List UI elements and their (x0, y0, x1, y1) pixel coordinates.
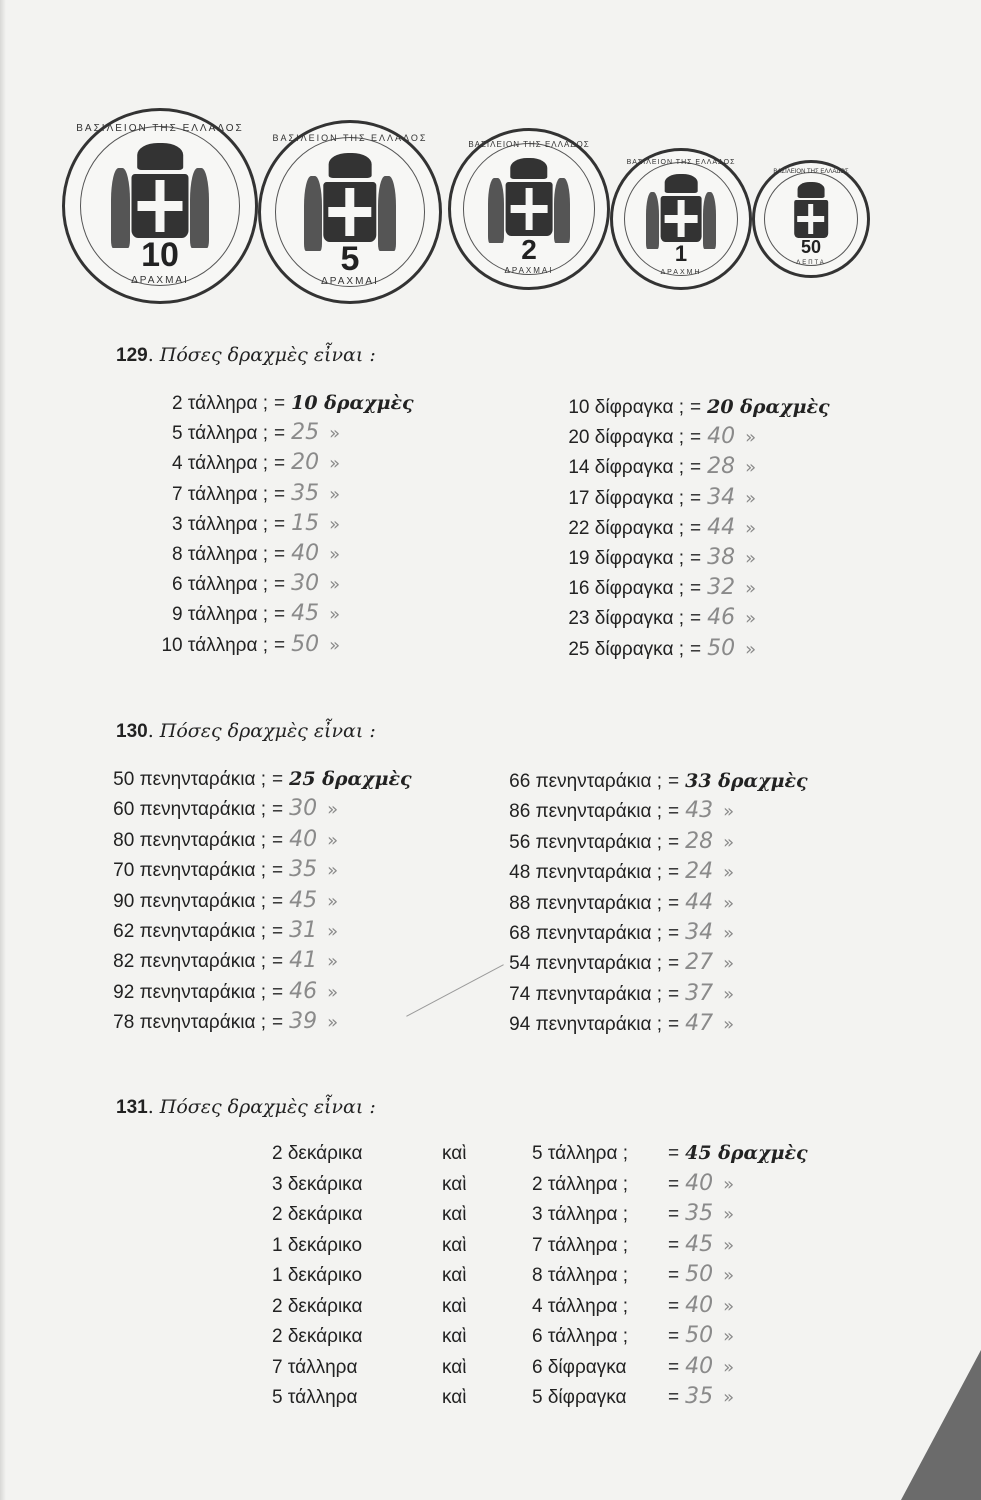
handwritten-answer: 25 (291, 420, 320, 446)
question-text: 68 πενηνταράκια ; (509, 923, 662, 944)
printed-answer: 20 δραχμὲς (707, 396, 830, 418)
equals-sign: = (668, 983, 680, 1005)
handwritten-answer: 24 (685, 859, 714, 885)
ditto-mark: » (745, 517, 757, 539)
exercise-row (272, 1199, 734, 1229)
exercise-row (272, 1352, 734, 1382)
question-text: 92 πενηνταράκια ; (113, 981, 266, 1003)
exercise-row (272, 1291, 734, 1321)
exercise-row (74, 1007, 338, 1037)
equals-sign: = (272, 890, 284, 912)
equals-sign: = (668, 892, 680, 914)
ditto-mark: » (329, 574, 341, 596)
cross-shield-icon (794, 200, 828, 238)
coin-5-drachmai (258, 120, 442, 304)
handwritten-answer: 35 (289, 857, 318, 883)
question-text: 5 τάλληρα ; (172, 423, 268, 445)
conjunction: καὶ (442, 1204, 467, 1225)
conjunction: καὶ (442, 1143, 467, 1164)
ditto-mark: » (723, 1356, 735, 1378)
question-text: 82 πενηνταράκια ; (113, 951, 266, 973)
exercise-row (520, 392, 830, 422)
conjunction: καὶ (442, 1173, 467, 1195)
second-amount: 6 τάλληρα ; (532, 1326, 628, 1347)
ditto-mark: » (745, 457, 757, 479)
equals-sign: = (274, 393, 286, 414)
handwritten-answer: 27 (685, 950, 714, 976)
question-text: 70 πενηνταράκια ; (113, 860, 266, 882)
exercise-row (130, 448, 340, 478)
ditto-mark: » (723, 923, 735, 944)
question-text: 14 δίφραγκα ; (568, 457, 684, 479)
question-text: 16 δίφραγκα ; (568, 578, 684, 600)
handwritten-answer: 40 (707, 424, 736, 450)
exercise-row (130, 599, 340, 629)
question-text: 90 πενηνταράκια ; (113, 890, 266, 912)
question-text: 3 τάλληρα ; (172, 513, 268, 535)
coin-50-lepta (752, 160, 870, 278)
conjunction: καὶ (442, 1234, 467, 1256)
exercise-row (470, 857, 734, 887)
question-text: 23 δίφραγκα ; (568, 608, 684, 630)
question-text: 17 δίφραγκα ; (568, 487, 684, 509)
equals-sign: = (272, 1012, 284, 1034)
exercise-row (74, 916, 338, 946)
second-amount: 5 δίφραγκα (532, 1387, 627, 1408)
crown-icon (798, 182, 825, 198)
exercise-row (272, 1230, 734, 1260)
exercise-row (272, 1260, 734, 1290)
coin-unit: ΛΕΠΤΑ (796, 260, 826, 267)
handwritten-answer: 40 (685, 1353, 714, 1379)
question-text: 9 τάλληρα ; (172, 604, 268, 626)
ditto-mark: » (329, 453, 341, 475)
question-text: 7 τάλληρα ; (172, 483, 268, 505)
question-text: 10 δίφραγκα ; (568, 397, 684, 418)
question-text: 60 πενηνταράκια ; (113, 799, 266, 821)
handwritten-answer: 20 (291, 450, 320, 476)
crown-icon (665, 174, 698, 193)
handwritten-answer: 34 (707, 484, 736, 510)
exercise-row (272, 1382, 734, 1412)
ditto-mark: » (723, 801, 735, 823)
handwritten-answer: 28 (685, 828, 714, 854)
exercise-row (130, 569, 340, 599)
handwritten-answer: 35 (685, 1384, 714, 1409)
coin-legend: ΒΑΣΙΛΕΙΟΝ ΤΗΣ ΕΛΛΑΔΟΣ (626, 159, 736, 166)
cross-shield-icon (132, 174, 189, 239)
equals-sign: = (690, 457, 702, 479)
equals-sign: = (668, 1234, 680, 1256)
exercise-row (520, 603, 756, 633)
equals-sign: = (274, 513, 286, 535)
equals-sign: = (690, 487, 702, 509)
equals-sign: = (668, 923, 680, 944)
first-amount: 2 δεκάρικα (272, 1143, 363, 1164)
handwritten-answer: 31 (289, 918, 318, 943)
ditto-mark: » (327, 890, 339, 912)
coin-value: 1 (674, 240, 688, 266)
ditto-mark: » (745, 427, 757, 449)
exercise-row (130, 630, 340, 660)
exercise-row (520, 483, 756, 513)
second-amount: 3 τάλληρα ; (532, 1204, 628, 1225)
coin-unit: ΔΡΑΧΜΗ (660, 269, 702, 277)
first-amount: 1 δεκάρικο (272, 1265, 363, 1286)
question-text: 25 δίφραγκα ; (568, 638, 684, 660)
ditto-mark: » (329, 423, 341, 445)
ditto-mark: » (745, 608, 757, 630)
equals-sign: = (274, 544, 286, 565)
equals-sign: = (668, 1173, 680, 1195)
ditto-mark: » (745, 487, 757, 509)
exercise-row (130, 479, 340, 509)
question-text: 8 τάλληρα ; (172, 544, 268, 565)
handwritten-answer: 30 (291, 571, 320, 597)
equals-sign: = (274, 423, 286, 445)
ditto-mark: » (327, 981, 339, 1003)
coin-legend: ΒΑΣΙΛΕΙΟΝ ΤΗΣ ΕΛΛΑΔΟΣ (272, 133, 428, 143)
equals-sign: = (690, 578, 702, 600)
ditto-mark: » (745, 578, 757, 600)
question-text: 54 πενηνταράκια ; (509, 953, 662, 975)
ditto-mark: » (723, 831, 735, 853)
exercise-row (520, 573, 756, 603)
equals-sign: = (274, 453, 286, 475)
exercise-row (272, 1169, 734, 1199)
exercise-row (520, 543, 756, 573)
exercise-row (74, 855, 338, 885)
exercise-row (130, 509, 340, 539)
coin-10-drachmai (62, 108, 258, 304)
ditto-mark: » (723, 1014, 735, 1036)
equals-sign: = (668, 1014, 680, 1036)
exercise-number: 130 (116, 721, 148, 742)
coin-2-drachmai (448, 128, 610, 290)
exercise-row (470, 766, 808, 796)
coin-value: 5 (340, 240, 360, 279)
equals-sign: = (668, 862, 680, 884)
equals-sign: = (668, 771, 680, 792)
conjunction: καὶ (442, 1265, 467, 1286)
second-amount: 4 τάλληρα ; (532, 1295, 628, 1317)
question-text: 50 πενηνταράκια ; (113, 769, 266, 790)
exercise-title: Πόσες δραχμὲς εἶναι : (159, 1096, 376, 1118)
equals-sign: = (668, 1204, 680, 1225)
ditto-mark: » (723, 1265, 735, 1286)
exercise-row (520, 513, 756, 543)
equals-sign: = (690, 427, 702, 449)
ditto-mark: » (329, 634, 341, 656)
equals-sign: = (668, 1265, 680, 1286)
equals-sign: = (668, 801, 680, 823)
equals-sign: = (668, 1295, 680, 1317)
equals-sign: = (272, 829, 284, 851)
equals-sign: = (690, 608, 702, 630)
handwritten-answer: 32 (707, 575, 736, 601)
handwritten-answer: 44 (685, 889, 714, 915)
exercise-number: 129 (116, 345, 148, 366)
coin-value: 2 (521, 233, 537, 265)
coin-unit: ΔΡΑΧΜΑΙ (504, 265, 554, 275)
handwritten-answer: 39 (289, 1009, 318, 1035)
question-text: 4 τάλληρα ; (172, 453, 268, 475)
equals-sign: = (668, 1326, 680, 1347)
exercise-129-heading: 129. Πόσες δραχμὲς εἶναι : (116, 344, 376, 366)
first-amount: 2 δεκάρικα (272, 1204, 363, 1225)
handwritten-answer: 35 (291, 480, 320, 506)
coin-unit: ΔΡΑΧΜΑΙ (131, 274, 189, 286)
exercise-row (272, 1138, 808, 1168)
exercise-row (130, 418, 340, 448)
ditto-mark: » (723, 1234, 735, 1256)
question-text: 56 πενηνταράκια ; (509, 831, 662, 853)
question-text: 22 δίφραγκα ; (568, 517, 684, 539)
cross-shield-icon (506, 182, 553, 235)
handwritten-answer: 45 (291, 601, 320, 627)
handwritten-answer: 50 (685, 1323, 714, 1348)
first-amount: 2 δεκάρικα (272, 1326, 363, 1347)
conjunction: καὶ (442, 1356, 467, 1378)
ditto-mark: » (329, 513, 341, 535)
page-corner-shadow (901, 1350, 981, 1500)
page-fold-shadow (0, 0, 6, 1500)
ditto-mark: » (723, 892, 735, 914)
equals-sign: = (668, 953, 680, 975)
printed-answer: 10 δραχμὲς (291, 392, 414, 414)
handwritten-answer: 38 (707, 545, 736, 570)
question-text: 86 πενηνταράκια ; (509, 801, 662, 823)
exercise-title: Πόσες δραχμὲς εἶναι : (159, 720, 376, 742)
first-amount: 3 δεκάρικα (272, 1173, 363, 1195)
equals-sign: = (668, 1387, 680, 1408)
crown-icon (510, 158, 547, 180)
ditto-mark: » (745, 548, 757, 569)
coin-legend: ΒΑΣΙΛΕΙΟΝ ΤΗΣ ΕΛΛΑΔΟΣ (76, 123, 244, 134)
equals-sign: = (668, 1356, 680, 1378)
exercise-130-heading: 130. Πόσες δραχμὲς εἶναι : (116, 720, 376, 742)
equals-sign: = (274, 634, 286, 656)
handwritten-answer: 30 (289, 796, 318, 822)
equals-sign: = (690, 548, 702, 569)
question-text: 10 τάλληρα ; (161, 634, 268, 656)
question-text: 6 τάλληρα ; (172, 574, 268, 596)
handwritten-answer: 47 (685, 1011, 714, 1037)
exercise-row (74, 825, 338, 855)
exercise-row (470, 918, 734, 948)
exercise-row (74, 946, 338, 976)
first-amount: 5 τάλληρα (272, 1387, 358, 1408)
cross-shield-icon (661, 196, 702, 242)
ditto-mark: » (327, 799, 339, 821)
second-amount: 2 τάλληρα ; (532, 1173, 628, 1195)
equals-sign: = (274, 604, 286, 626)
handwritten-answer: 40 (685, 1170, 714, 1196)
exercise-title: Πόσες δραχμὲς εἶναι : (159, 344, 376, 366)
equals-sign: = (274, 483, 286, 505)
exercise-row (470, 888, 734, 918)
exercise-row (74, 977, 338, 1007)
question-text: 88 πενηνταράκια ; (509, 892, 662, 914)
exercise-row (74, 764, 412, 794)
first-amount: 2 δεκάρικα (272, 1295, 363, 1317)
ditto-mark: » (723, 862, 735, 884)
handwritten-answer: 46 (289, 978, 318, 1004)
exercise-row (272, 1321, 734, 1351)
handwritten-answer: 50 (685, 1262, 714, 1287)
second-amount: 7 τάλληρα ; (532, 1234, 628, 1256)
handwritten-answer: 50 (707, 635, 736, 661)
second-amount: 5 τάλληρα ; (532, 1143, 628, 1164)
handwritten-answer: 35 (685, 1201, 714, 1226)
handwritten-answer: 43 (685, 798, 714, 824)
exercise-row (470, 827, 734, 857)
equals-sign: = (274, 574, 286, 596)
exercise-row (470, 796, 734, 826)
question-text: 94 πενηνταράκια ; (509, 1014, 662, 1036)
question-text: 62 πενηνταράκια ; (113, 921, 266, 942)
ditto-mark: » (723, 953, 735, 975)
handwritten-answer: 40 (291, 541, 320, 566)
ditto-mark: » (329, 483, 341, 505)
coin-value: 50 (800, 236, 822, 257)
exercise-row (470, 979, 734, 1009)
handwritten-answer: 40 (289, 826, 318, 852)
equals-sign: = (272, 769, 284, 790)
exercise-row (74, 886, 338, 916)
coin-legend: ΒΑΣΙΛΕΙΟΝ ΤΗΣ ΕΛΛΑΔΟΣ (468, 140, 590, 149)
handwritten-answer: 37 (685, 980, 714, 1006)
coin-legend: ΒΑΣΙΛΕΙΟΝ ΤΗΣ ΕΛΛΑΔΟΣ (773, 169, 849, 175)
ditto-mark: » (327, 1012, 339, 1034)
coin-value: 10 (141, 236, 179, 275)
question-text: 74 πενηνταράκια ; (509, 983, 662, 1005)
exercise-row (520, 452, 756, 482)
exercise-number: 131 (116, 1097, 148, 1118)
printed-answer: 45 δραχμὲς (685, 1142, 808, 1164)
question-text: 2 τάλληρα ; (172, 393, 268, 414)
ditto-mark: » (327, 921, 339, 942)
question-text: 48 πενηνταράκια ; (509, 862, 662, 884)
equals-sign: = (690, 397, 702, 418)
coin-unit: ΔΡΑΧΜΑΙ (321, 275, 379, 287)
question-text: 66 πενηνταράκια ; (509, 771, 662, 792)
conjunction: καὶ (442, 1387, 467, 1408)
equals-sign: = (272, 951, 284, 973)
ditto-mark: » (723, 1326, 735, 1347)
equals-sign: = (690, 638, 702, 660)
ditto-mark: » (327, 951, 339, 973)
handwritten-answer: 15 (291, 510, 320, 536)
exercise-row (470, 1009, 734, 1039)
handwritten-answer: 44 (707, 514, 736, 540)
handwritten-answer: 28 (707, 454, 736, 480)
question-text: 20 δίφραγκα ; (568, 427, 684, 449)
question-text: 78 πενηνταράκια ; (113, 1012, 266, 1034)
conjunction: καὶ (442, 1295, 467, 1317)
equals-sign: = (272, 799, 284, 821)
exercise-row (74, 794, 338, 824)
exercise-row (520, 422, 756, 452)
ditto-mark: » (723, 1204, 735, 1225)
exercise-row (520, 634, 756, 664)
handwritten-answer: 40 (685, 1292, 714, 1318)
ditto-mark: » (327, 829, 339, 851)
second-amount: 8 τάλληρα ; (532, 1265, 628, 1286)
printed-answer: 33 δραχμὲς (685, 770, 808, 792)
handwritten-answer: 50 (291, 631, 320, 657)
handwritten-answer: 45 (289, 887, 318, 913)
handwritten-answer: 41 (289, 948, 318, 974)
equals-sign: = (668, 1143, 680, 1164)
ditto-mark: » (329, 544, 341, 565)
question-text: 19 δίφραγκα ; (568, 548, 684, 569)
ditto-mark: » (745, 638, 757, 660)
ditto-mark: » (723, 983, 735, 1005)
first-amount: 1 δεκάρικο (272, 1234, 363, 1256)
crown-icon (137, 143, 183, 170)
ditto-mark: » (723, 1295, 735, 1317)
exercise-row (130, 388, 414, 418)
first-amount: 7 τάλληρα (272, 1356, 358, 1378)
handwritten-answer: 45 (685, 1231, 714, 1257)
exercise-row (470, 948, 734, 978)
printed-answer: 25 δραχμὲς (289, 768, 412, 790)
question-text: 80 πενηνταράκια ; (113, 829, 266, 851)
equals-sign: = (272, 860, 284, 882)
equals-sign: = (272, 921, 284, 942)
exercise-row (130, 539, 340, 569)
equals-sign: = (690, 517, 702, 539)
ditto-mark: » (329, 604, 341, 626)
handwritten-answer: 34 (685, 920, 714, 945)
equals-sign: = (668, 831, 680, 853)
cross-shield-icon (323, 182, 376, 243)
crown-icon (329, 153, 372, 178)
ditto-mark: » (723, 1387, 735, 1408)
conjunction: καὶ (442, 1326, 467, 1347)
ditto-mark: » (723, 1173, 735, 1195)
second-amount: 6 δίφραγκα (532, 1356, 627, 1378)
exercise-131-heading: 131. Πόσες δραχμὲς εἶναι : (116, 1096, 376, 1118)
coin-1-drachmi (610, 148, 752, 290)
ditto-mark: » (327, 860, 339, 882)
handwritten-answer: 46 (707, 605, 736, 631)
equals-sign: = (272, 981, 284, 1003)
